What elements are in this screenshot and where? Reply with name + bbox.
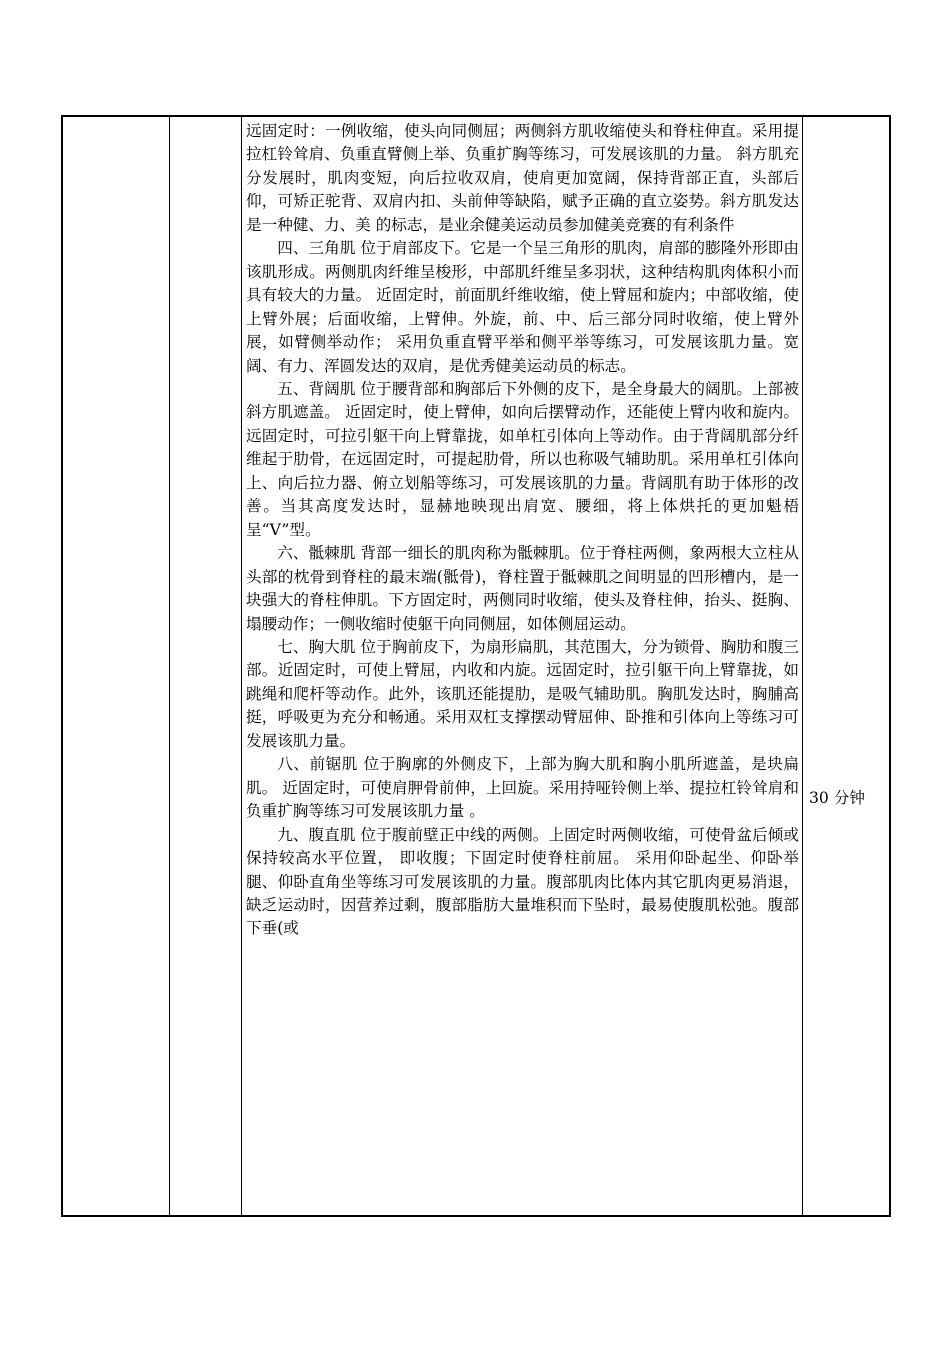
paragraph-erector-spinae: 六、骶棘肌 背部一细长的肌肉称为骶棘肌。位于脊柱两侧，象两根大立柱从头部的枕骨到脊柱的最末端(骶骨)，脊柱置于骶棘肌之间明显的凹形槽内，是一块强大的脊柱伸肌。下方固定时，两侧同时收缩，使头及脊柱伸，抬头、挺胸、塌腰动作；一侧收缩时使躯干向同侧屈，如体侧屈运动。 <box>246 544 799 633</box>
column-divider-3 <box>802 117 803 1215</box>
content-cell <box>246 120 799 1214</box>
duration-cell: 30 分钟 <box>809 789 865 807</box>
paragraph-latissimus: 五、背阔肌 位于腰背部和胸部后下外侧的皮下，是全身最大的阔肌。上部被斜方肌遮盖。 近固定时，使上臂伸，如向后摆臂动作，还能使上臂内收和旋内。远固定时，可拉引躯干向上臂靠拢，如单杠引体向上等动作。由于背阔肌部分纤维起于肋骨，在远固定时，可提起肋骨，所以也称吸气辅助肌。采用单杠引体向上、向后拉力器、俯立划船等练习，可发展该肌的力量。背阔肌有助于体形的改善。当其高度发达时，显赫地映现出肩宽、腰细，将上体烘托的更加魁梧呈“V”型。 <box>246 379 799 539</box>
column-divider-1 <box>169 117 170 1215</box>
paragraph-pectoralis: 七、胸大肌 位于胸前皮下，为扇形扁肌，其范围大，分为锁骨、胸肋和腹三部。近固定时，可使上臂屈，内收和内旋。远固定时，拉引躯干向上臂靠拢，如跳绳和爬杆等动作。此外，该肌还能提肋，是吸气辅助肌。胸肌发达时，胸脯高挺，呼吸更为充分和畅通。采用双杠支撑摆动臂屈伸、卧推和引体向上等练习可发展该肌力量。 <box>246 637 799 750</box>
column-divider-2 <box>241 117 242 1215</box>
lesson-table <box>61 115 891 1217</box>
paragraph-deltoid: 四、三角肌 位于肩部皮下。它是一个呈三角形的肌肉，肩部的膨隆外形即由该肌形成。两侧肌肉纤维呈梭形，中部肌纤维呈多羽状，这种结构肌肉体积小而具有较大的力量。 近固定时，前面肌纤维收缩，使上臂屈和旋内；中部收缩，使上臂外展；后面收缩，上臂伸。外旋，前、中、后三部分同时收缩，使上臂外展，如臂侧举动作； 采用负重直臂平举和侧平举等练习，可发展该肌力量。宽阔、有力、浑圆发达的双肩，是优秀健美运动员的标志。 <box>246 239 799 375</box>
paragraph-trapezius-cont: 远固定时：一例收缩，使头向同侧屈；两侧斜方肌收缩使头和脊柱伸直。采用提拉杠铃耸肩、负重直臂侧上举、负重扩胸等练习，可发展该肌的力量。 斜方肌充分发展时，肌肉变短，向后拉收双肩，使肩更加宽阔，保持背部正直，头部后仰，可矫正驼背、双肩内扣、头前伸等缺陷，赋予正确的直立姿势。斜方肌发达是一种健、力、美 的标志，是业余健美运动员参加健美竞赛的有利条件 <box>246 122 799 234</box>
paragraph-rectus-abdominis: 九、腹直肌 位于腹前壁正中线的两侧。上固定时两侧收缩，可使骨盆后倾或保持较高水平位置， 即收腹；下固定时使脊柱前屈。 采用仰卧起坐、仰卧举腿、仰卧直角坐等练习可发展该肌的力量。腹部肌肉比体内其它肌肉更易消退，缺乏运动时，因营养过剩，腹部脂肪大量堆积而下坠时，最易使腹肌松弛。腹部下垂(或 <box>246 825 799 938</box>
paragraph-serratus: 八、前锯肌 位于胸廓的外侧皮下，上部为胸大肌和胸小肌所遮盖，是块扁肌。 近固定时，可使肩胛骨前伸，上回旋。采用持哑铃侧上举、提拉杠铃耸肩和负重扩胸等练习可发展该肌力量 。 <box>246 755 799 821</box>
